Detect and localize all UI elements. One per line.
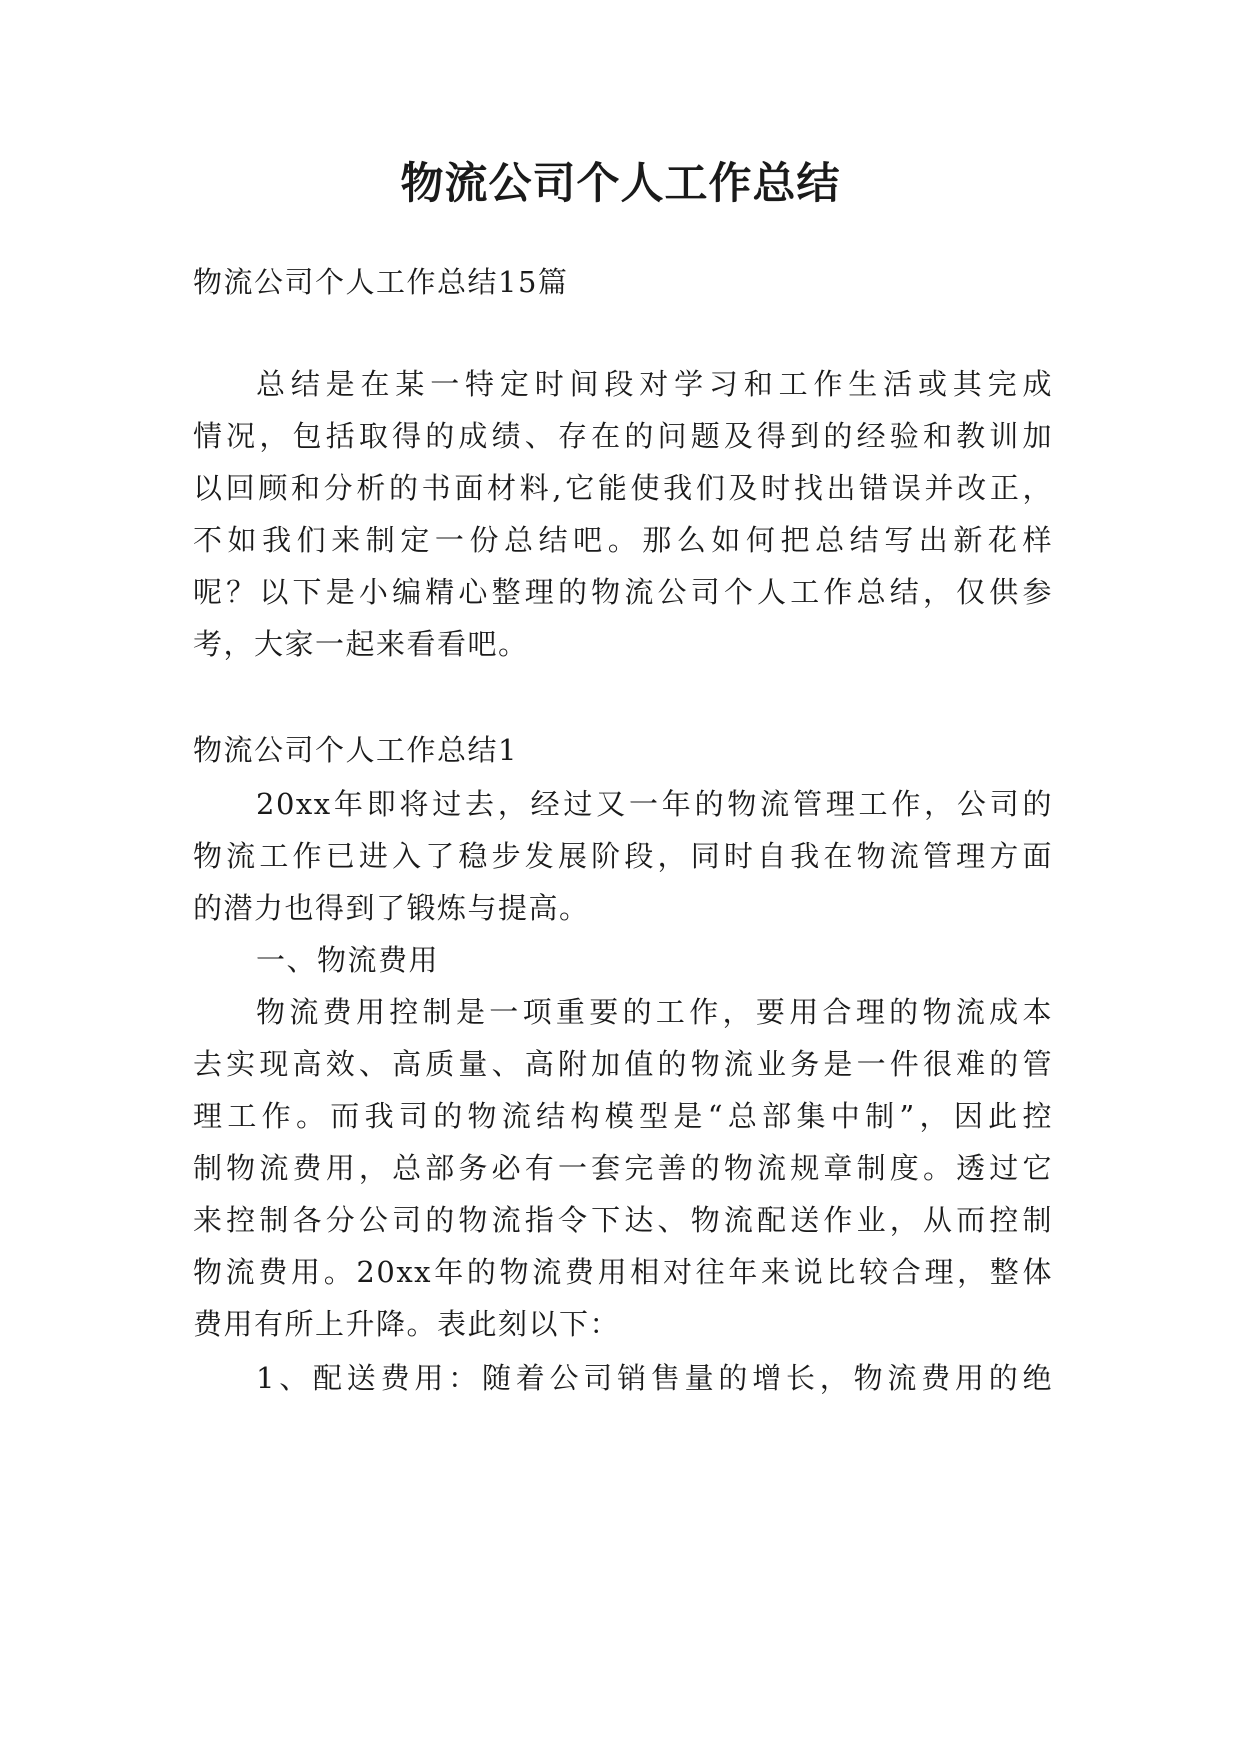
paragraph-line: 物流费用控制是一项重要的工作，要用合理的物流成本 — [256, 995, 1053, 1029]
paragraph-line: 去实现高效、高质量、高附加值的物流业务是一件很难的管 — [193, 1047, 1053, 1081]
document-subtitle: 物流公司个人工作总结15篇 — [193, 265, 569, 299]
intro-line: 以回顾和分析的书面材料,它能使我们及时找出错误并改正， — [193, 471, 1053, 505]
item-heading: 一、物流费用 — [256, 943, 440, 977]
intro-line: 不如我们来制定一份总结吧。那么如何把总结写出新花样 — [193, 523, 1053, 557]
paragraph-line: 物流费用。20xx年的物流费用相对往年来说比较合理，整体 — [193, 1255, 1053, 1289]
paragraph-line: 物流工作已进入了稳步发展阶段，同时自我在物流管理方面 — [193, 839, 1053, 873]
paragraph-line: 费用有所上升降。表此刻以下： — [193, 1307, 621, 1341]
list-item: 1、配送费用：随着公司销售量的增长，物流费用的绝 — [256, 1361, 1053, 1395]
intro-line: 情况，包括取得的成绩、存在的问题及得到的经验和教训加 — [193, 419, 1053, 453]
document-title: 物流公司个人工作总结 — [400, 159, 841, 209]
intro-line: 考，大家一起来看看吧。 — [193, 627, 529, 661]
intro-line: 呢？以下是小编精心整理的物流公司个人工作总结，仅供参 — [193, 575, 1053, 609]
section-heading: 物流公司个人工作总结1 — [193, 733, 518, 767]
paragraph-line: 理工作。而我司的物流结构模型是“总部集中制”，因此控 — [193, 1099, 1053, 1133]
paragraph-line: 的潜力也得到了锻炼与提高。 — [193, 891, 590, 925]
paragraph-line: 来控制各分公司的物流指令下达、物流配送作业，从而控制 — [193, 1203, 1053, 1237]
paragraph-line: 制物流费用，总部务必有一套完善的物流规章制度。透过它 — [193, 1151, 1053, 1185]
paragraph-line: 20xx年即将过去，经过又一年的物流管理工作，公司的 — [256, 787, 1053, 821]
intro-line: 总结是在某一特定时间段对学习和工作生活或其完成 — [256, 367, 1053, 401]
